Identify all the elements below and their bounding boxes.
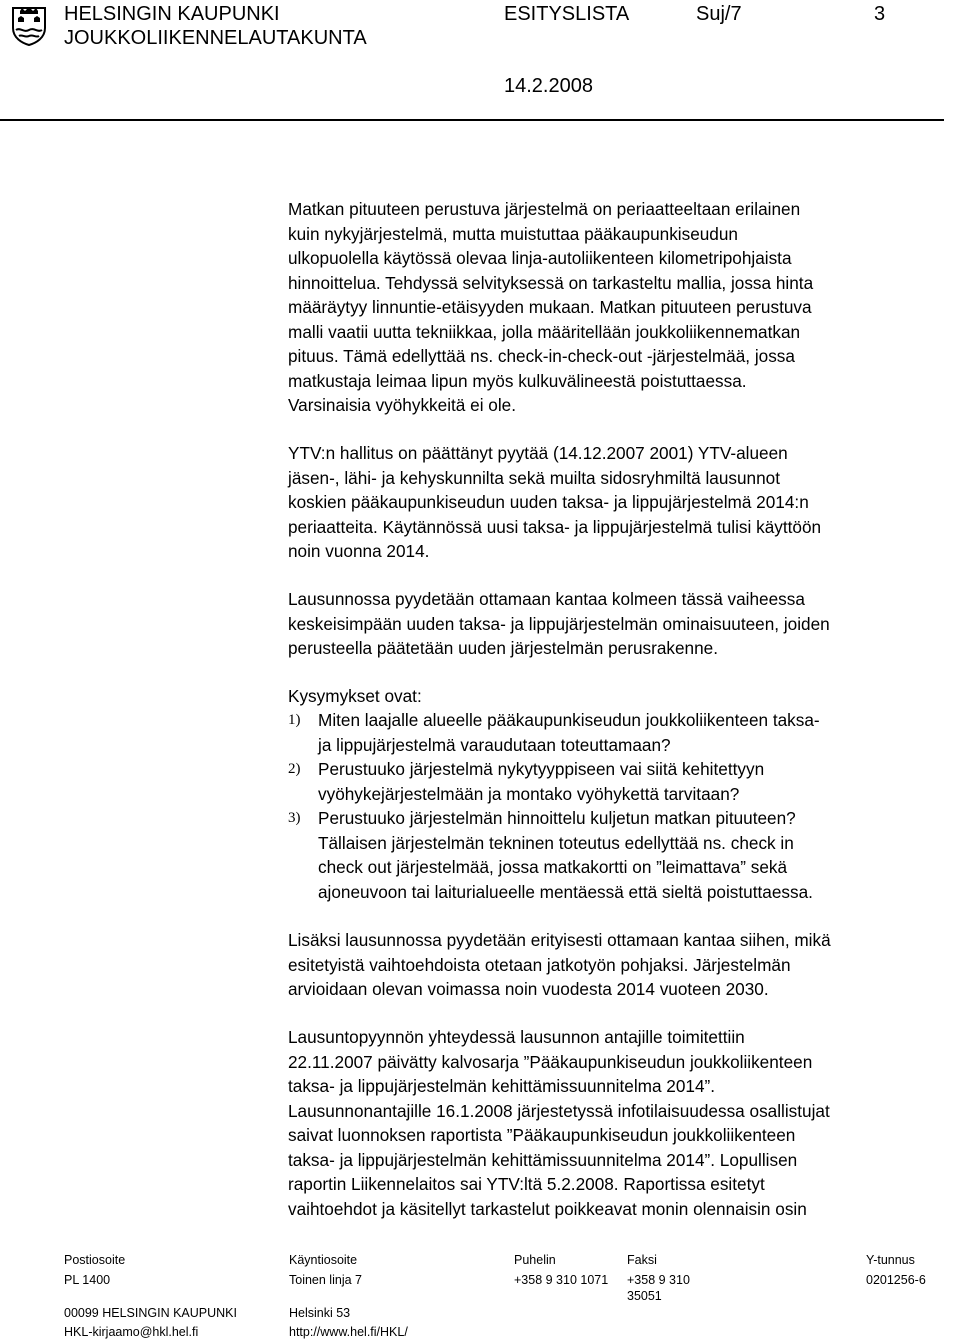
section-code: Suj/7 [696, 3, 742, 25]
paragraph-5: Lausuntopyynnön yhteydessä lausunnon antajille toimitettiin 22.11.2007 päivätty kalvosarja ”Pääkaupunkiseudun joukkoliikenteen taksa- ja lippujärjestelmän kehittämissuunnitelma 2014”. Lausunnonantajille 16.1.2008 järjestetyssä infotilaisuudessa osallistujat saivat luonnoksen raportista ”Pääkaupunkiseudun joukkoliikenteen taksa- ja lippujärjestelmän kehittämissuunnitelma 2014”. Lopullisen raportin Liikennelaitos sai YTV:ltä 5.2.2008. Raportissa esitetyt vaihtoehdot ja käsitellyt tarkastelut poikkeavat monin olennaisin osin [288, 1027, 830, 1219]
footer-postiosoite-label: Postiosoite [64, 1253, 126, 1267]
footer-phone: +358 9 310 1071 [514, 1273, 609, 1287]
paragraph-4: Lisäksi lausunnossa pyydetään erityisesti ottamaan kantaa siihen, mikä esitetyistä vaihtoehdoista otetaan jatkotyön pohjaksi. Järjestelmän arvioidaan olevan voimassa noin vuodesta 2014 vuoteen 2030. [288, 930, 831, 999]
org-department: JOUKKOLIIKENNELAUTAKUNTA [64, 27, 367, 49]
footer-postiosoite-city: 00099 HELSINGIN KAUPUNKI [64, 1306, 237, 1320]
paragraph-2: YTV:n hallitus on päättänyt pyytää (14.12.2007 2001) YTV-alueen jäsen-, lähi- ja kehyskunnilta sekä muilta sidosryhmiltä lausunnot koskien pääkaupunkiseudun uuden taksa- ja lippujärjestelmä 2014:n periaatteita. Käytännössä uusi taksa- ja lippujärjestelmä tulisi käyttöön noin vuonna 2014. [288, 443, 822, 561]
question-item: 3) Perustuuko järjestelmän hinnoittelu kuljetun matkan pituuteen? Tällaisen järjestelmän tekninen toteutus edellyttää ns. check in check out järjestelmää, jossa matkakortti on ”leimattava” sekä ajoneuvoon tai laiturialueelle mentäessä että sieltä poistuttaessa. [288, 808, 813, 902]
questions-heading: Kysymykset ovat: [288, 686, 422, 706]
question-item: 1) Miten laajalle alueelle pääkaupunkiseudun joukkoliikenteen taksa- ja lippujärjestelmä varaudutaan toteuttamaan? [288, 710, 820, 755]
questions-list [288, 708, 948, 904]
footer-fax: +358 9 310 [627, 1273, 690, 1287]
footer-fax-ext: 35051 [627, 1289, 662, 1303]
org-name: HELSINGIN KAUPUNKI [64, 3, 280, 25]
footer-email[interactable]: HKL-kirjaamo@hkl.hel.fi [64, 1325, 199, 1339]
question-number: 1) [288, 712, 301, 728]
page-number: 3 [874, 3, 886, 25]
footer-website-link[interactable]: http://www.hel.fi/HKL/ [289, 1325, 408, 1339]
question-number: 3) [288, 810, 301, 826]
question-number: 2) [288, 761, 301, 777]
paragraph-3: Lausunnossa pyydetään ottamaan kantaa kolmeen tässä vaiheessa keskeisimpään uuden taksa- ja lippujärjestelmän ominaisuuteen, joiden perusteella päätetään uuden järjestelmän perusrakenne. [288, 589, 830, 658]
question-item: 2) Perustuuko järjestelmä nykytyyppiseen vai siitä kehitettyyn vyöhykejärjestelmään ja montako vyöhykettä tarvitaan? [288, 759, 765, 804]
helsinki-crest-logo [10, 6, 48, 46]
footer-ytunnus-label: Y-tunnus [866, 1253, 915, 1267]
footer-puhelin-label: Puhelin [514, 1253, 556, 1267]
footer-street-address: Toinen linja 7 [289, 1273, 362, 1287]
footer-city: Helsinki 53 [289, 1306, 351, 1320]
header-rule [0, 119, 944, 121]
footer-postiosoite-box: PL 1400 [64, 1273, 111, 1287]
paragraph-1: Matkan pituuteen perustuva järjestelmä on periaatteeltaan erilainen kuin nykyjärjestelmä, mutta muistuttaa pääkaupunkiseudun ulkopuolella käytössä olevaa linja-autoliikenteen kilometripohjaista hinnoittelua. Tehdyssä selvityksessä on tarkasteltu mallia, jossa hinta määräytyy linnuntie-etäisyyden mukaan. Matkan pituuteen perustuva malli vaatii uutta tekniikkaa, jolla määritellään joukkoliikennematkan pituus. Tämä edellyttää ns. check-in-check-out -järjestelmää, jossa matkustaja leimaa lipun myös kulkuvälineestä poistuttaessa. Varsinaisia vyöhykkeitä ei ole. [288, 199, 814, 415]
footer-faksi-label: Faksi [627, 1253, 657, 1267]
footer-kayntiosoite-label: Käyntiosoite [289, 1253, 358, 1267]
document-date: 14.2.2008 [504, 75, 593, 97]
footer-business-id: 0201256-6 [866, 1273, 926, 1287]
doc-type: ESITYSLISTA [504, 3, 630, 25]
